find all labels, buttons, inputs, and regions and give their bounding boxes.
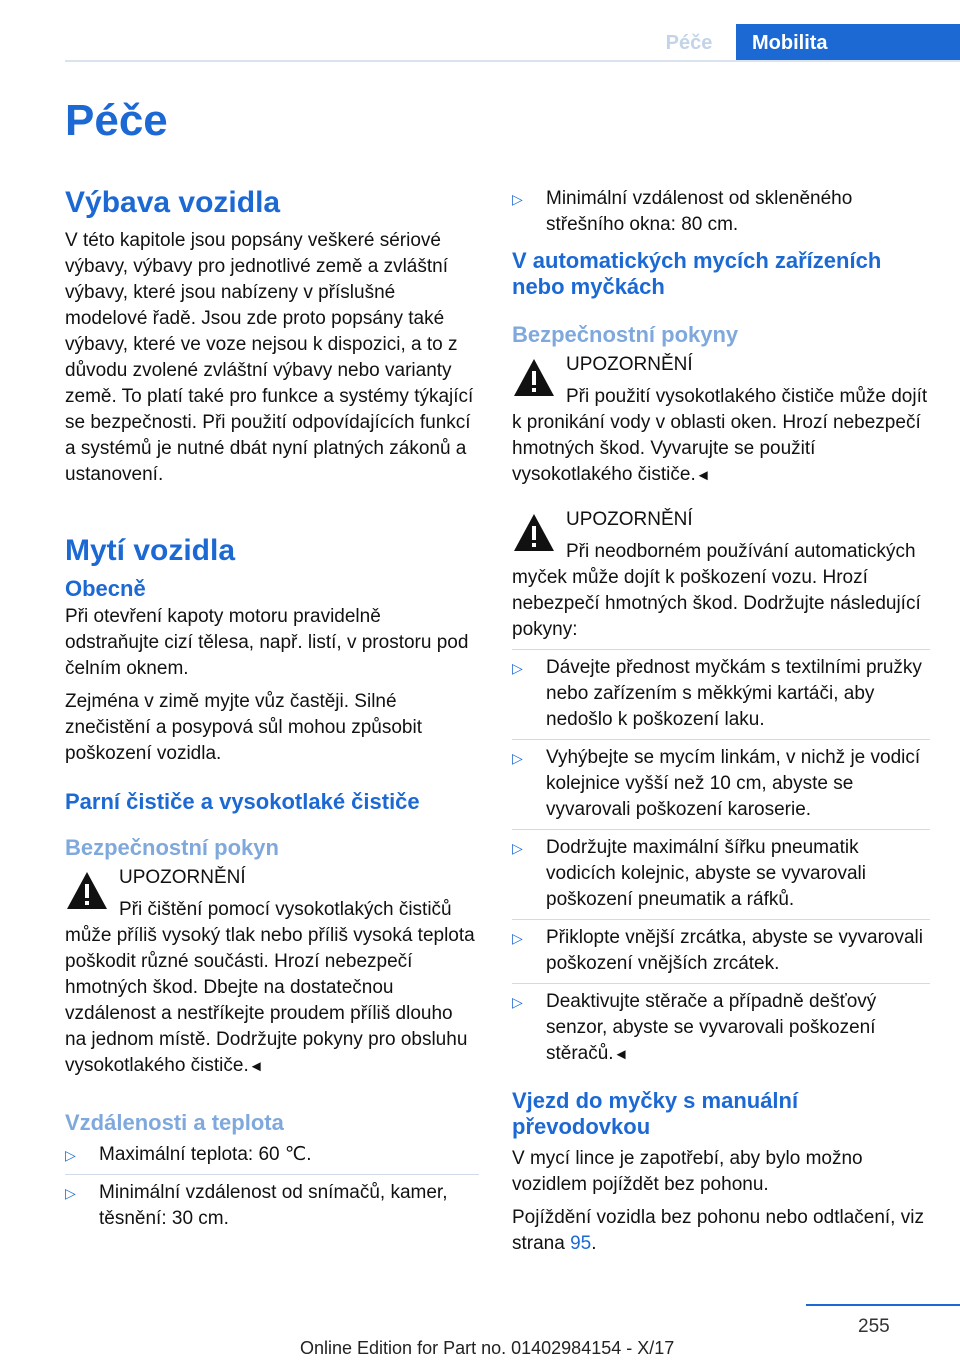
left-column [65,186,479,1238]
list-item: ▷ Minimální vzdálenost od skleněného střešního okna: 80 cm. [512,186,930,238]
paragraph-vjezd-1: V mycí lince je zapotřebí, aby bylo možno vozidlem pojíždět bez pohonu. [512,1148,863,1195]
heading-automaticke-mycky: V automatických mycích zařízeních nebo myčkách [512,248,882,299]
warning-triangle-icon [65,869,109,913]
warning-box [65,865,479,1080]
list-item: ▷ Maximální teplota: 60 ℃. [65,1142,479,1168]
heading-parni-cistice: Parní čističe a vysokotlaké čističe [65,789,420,814]
page-link[interactable]: 95 [570,1233,592,1254]
end-mark: ◄ [613,1046,629,1063]
warning-box-2 [512,507,930,643]
distance-list-continued [512,186,930,238]
warning-label: UPOZORNĚNÍ [566,354,693,375]
list-item: ▷ Vyhýbejte se mycím linkám, v nichž je vodicí kolejnice vyšší než 10 cm, abyste se vyvarovali poškození karoserie. [512,739,930,823]
warning-label: UPOZORNĚNÍ [119,867,246,888]
list-item: ▷ Deaktivujte stěrače a případně dešťový senzor, abyste se vyvarovali poškození stěračů.◄ [512,983,930,1068]
warning-text: Při neodborném používání automatických myček může dojít k poškození vozu. Hrozí nebezpečí hmotných škod. Dodržujte následující pokyny: [512,541,921,640]
list-item: ▷ Minimální vzdálenost od snímačů, kamer, těsnění: 30 cm. [65,1174,479,1232]
list-item: ▷ Dávejte přednost myčkám s textilními pružky nebo zařízením s měkkými kartáči, aby nedošlo k poškození laku. [512,649,930,733]
paragraph-vjezd-2: Pojíždění vozidla bez pohonu nebo odtlačení, viz strana 95. [512,1207,924,1254]
distance-list [65,1142,479,1232]
edition-note: Online Edition for Part no. 01402984154 - X/17 [300,1338,675,1358]
warning-label: UPOZORNĚNÍ [566,509,693,530]
car-wash-list [512,649,930,1068]
list-item: ▷ Dodržujte maximální šířku pneumatik vodicích kolejnic, abyste se vyvarovali poškození pneumatik a ráfků. [512,829,930,913]
warning-triangle-icon [512,511,556,555]
paragraph-vybava: V této kapitole jsou popsány veškeré sériové výbavy, výbavy pro jednotlivé země a zvláštní výbavy, které jsou nabízeny v příslušné modelové řadě. Jsou zde proto popsány také výbavy, které ve voze nejsou k dispozici, a to z důvodu zvolené zvláštní výbavy nebo varianty země. To platí také pro funkce a systémy týkající se bezpečnosti. Při použití odpovídajících funkcí a systémů je nutné dbát nyní platných zákonů a ustanovení. [65,230,474,485]
heading-bezpecnostni-pokyny: Bezpečnostní pokyny [512,322,739,347]
paragraph-obecne-2: Zejména v zimě myjte vůz častěji. Silné znečistění a posypová sůl mohou způsobit poškození vozidla. [65,691,422,764]
warning-triangle-icon [512,356,556,400]
header-tab-pece[interactable]: Péče [665,32,713,54]
heading-vybava: Výbava vozidla [65,186,281,219]
paragraph-obecne-1: Při otevření kapoty motoru pravidelně odstraňujte cizí tělesa, např. listí, v prostoru pod čelním oknem. [65,606,469,679]
heading-myti: Mytí vozidla [65,534,236,567]
end-mark: ◄ [248,1058,264,1075]
warning-text: Při čištění pomocí vysokotlakých čističů může příliš vysoký tlak nebo příliš vysoká teplota poškodit různé součásti. Hrozí nebezpečí hmotných škod. Dbejte na dostatečnou vzdálenost a nestříkejte proudem příliš dlouho na jednom místě. Dodržujte pokyny pro obsluhu vysokotlakého čističe.◄ [65,899,475,1076]
list-item: ▷ Přiklopte vnější zrcátka, abyste se vyvarovali poškození vnějších zrcátek. [512,919,930,977]
header-tab-mobilita[interactable]: Mobilita [736,24,960,62]
heading-bezpecnostni-pokyn: Bezpečnostní pokyn [65,835,279,860]
footer-divider [806,1304,960,1306]
heading-vzdalenosti: Vzdálenosti a teplota [65,1110,284,1135]
warning-text: Při použití vysokotlakého čističe může dojít k pronikání vody v oblasti oken. Hrozí nebezpečí hmotných škod. Vyvarujte se použití vysokotlakého čističe.◄ [512,386,928,485]
warning-box-1 [512,352,930,489]
heading-obecne: Obecně [65,576,146,601]
page-number: 255 [858,1316,890,1337]
right-column [512,186,930,1264]
end-mark: ◄ [695,467,711,484]
page-title: Péče [65,96,168,145]
header-divider [65,60,960,62]
heading-vjezd: Vjezd do myčky s manuální převodovkou [512,1088,799,1139]
